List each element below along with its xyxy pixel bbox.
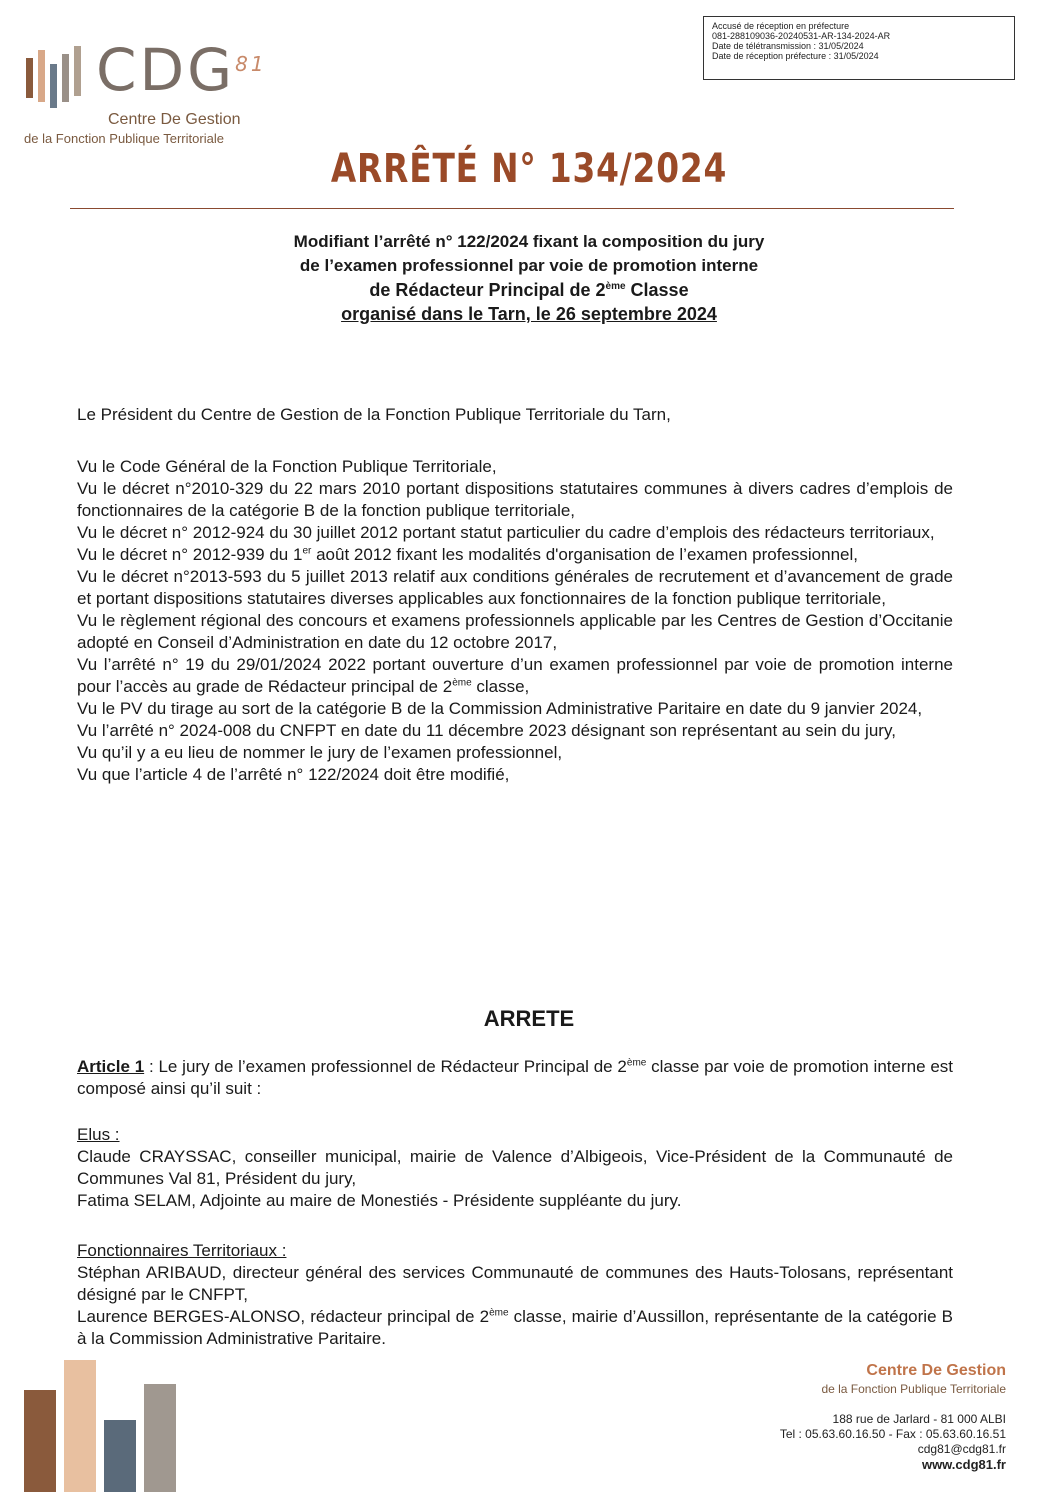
prefecture-stamp: [703, 16, 1015, 80]
consideration: Vu le décret n°2013-593 du 5 juillet 2013 relatif aux conditions générales de recrutement et d’avancement de grade et portant dispositions statutaires diverses applicables aux fonctionnaires de la fonction publique territoriale,: [77, 567, 953, 608]
consideration: Vu le décret n° 2012-924 du 30 juillet 2012 portant statut particulier du cadre d’emplois des rédacteurs territoriaux,: [77, 523, 935, 542]
stamp-line: Date de réception préfecture : 31/05/2024: [712, 51, 879, 61]
section-subheading: Elus :: [77, 1125, 120, 1144]
consideration: Vu le décret n° 2012-939 du 1er août 2012 fixant les modalités d'organisation de l’examen professionnel,: [77, 545, 858, 564]
page-title: ARRÊTÉ N° 134/2024: [330, 146, 728, 192]
logo-number: 81: [235, 52, 267, 76]
subject-line: organisé dans le Tarn, le 26 septembre 2024: [341, 304, 717, 324]
subject-line: de l’examen professionnel par voie de promotion interne: [299, 256, 759, 275]
title-divider: [70, 208, 954, 209]
consideration: Vu le règlement régional des concours et examens professionnels applicable par les Centres de Gestion d’Occitanie adopté en Conseil d’Administration en date du 12 octobre 2017,: [77, 611, 953, 652]
consideration: Vu le Code Général de la Fonction Publique Territoriale,: [77, 457, 497, 476]
consideration: Vu l’arrêté n° 2024-008 du CNFPT en date du 11 décembre 2023 désignant son représentant au sein du jury,: [77, 721, 896, 740]
article-1: Article 1 : Le jury de l’examen professionnel de Rédacteur Principal de 2ème classe par voie de promotion interne est composé ainsi qu’il suit :: [77, 1057, 953, 1098]
stamp-line: 081-288109036-20240531-AR-134-2024-AR: [712, 31, 891, 41]
stamp-line: Date de télétransmission : 31/05/2024: [712, 41, 864, 51]
consideration: Vu le décret n°2010-329 du 22 mars 2010 portant dispositions statutaires communes à divers cadres d’emplois de fonctionnaires de la catégorie B de la fonction publique territoriale,: [77, 479, 953, 520]
footer-org-name: Centre De Gestion: [866, 1362, 1006, 1379]
intro-paragraph: Le Président du Centre de Gestion de la Fonction Publique Territoriale du Tarn,: [77, 405, 671, 424]
footer-contact: [780, 1412, 1006, 1472]
consideration: Vu le PV du tirage au sort de la catégorie B de la Commission Administrative Paritaire en date du 9 janvier 2024,: [77, 699, 923, 718]
footer-phone: Tel : 05.63.60.16.50 - Fax : 05.63.60.16.51: [779, 1427, 1006, 1441]
section-heading: ARRETE: [483, 1006, 575, 1031]
footer-org-subtitle: de la Fonction Publique Territoriale: [821, 1382, 1006, 1396]
elus-section: [77, 1124, 953, 1212]
consideration: Vu qu’il y a eu lieu de nommer le jury de l’examen professionnel,: [77, 743, 563, 762]
subject-block: [0, 230, 1058, 326]
subject-line: Modifiant l’arrêté n° 122/2024 fixant la composition du jury: [293, 232, 765, 251]
consideration: Vu l’arrêté n° 19 du 29/01/2024 2022 portant ouverture d’un examen professionnel par voie de promotion interne pour l’accès au grade de Rédacteur principal de 2ème classe,: [77, 655, 953, 696]
logo-subtitle: Centre De Gestion: [108, 111, 241, 128]
section-subheading: Fonctionnaires Territoriaux :: [77, 1241, 287, 1260]
considerations-list: [77, 456, 953, 786]
jury-member: Laurence BERGES-ALONSO, rédacteur principal de 2ème classe, mairie d’Aussillon, représentante de la catégorie B à la Commission Administrative Paritaire.: [77, 1307, 953, 1348]
footer-logo-bars-icon: [24, 1360, 184, 1492]
logo-wordmark: CDG$^{81}$: [96, 36, 267, 104]
logo-subtitle-2: de la Fonction Publique Territoriale: [24, 131, 224, 146]
fonctionnaires-section: [77, 1240, 953, 1350]
stamp-line: Accusé de réception en préfecture: [712, 21, 850, 31]
consideration: Vu que l’article 4 de l’arrêté n° 122/2024 doit être modifié,: [77, 765, 510, 784]
cdg-logo-icon: [24, 44, 94, 114]
footer-website-link[interactable]: www.cdg81.fr: [921, 1457, 1006, 1472]
jury-member: Claude CRAYSSAC, conseiller municipal, mairie de Valence d’Albigeois, Vice-Président de la Communauté de Communes Val 81, Président du jury,: [77, 1147, 953, 1188]
subject-line: de Rédacteur Principal de 2ème Classe: [369, 280, 689, 300]
footer-email[interactable]: cdg81@cdg81.fr: [917, 1442, 1006, 1456]
article-label: Article 1: [77, 1057, 145, 1076]
jury-member: Stéphan ARIBAUD, directeur général des services Communauté de communes des Hauts-Tolosans, représentant désigné par le CNFPT,: [77, 1263, 953, 1304]
footer-address: 188 rue de Jarlard - 81 000 ALBI: [832, 1412, 1006, 1426]
jury-member: Fatima SELAM, Adjointe au maire de Monestiés - Présidente suppléante du jury.: [77, 1191, 682, 1210]
